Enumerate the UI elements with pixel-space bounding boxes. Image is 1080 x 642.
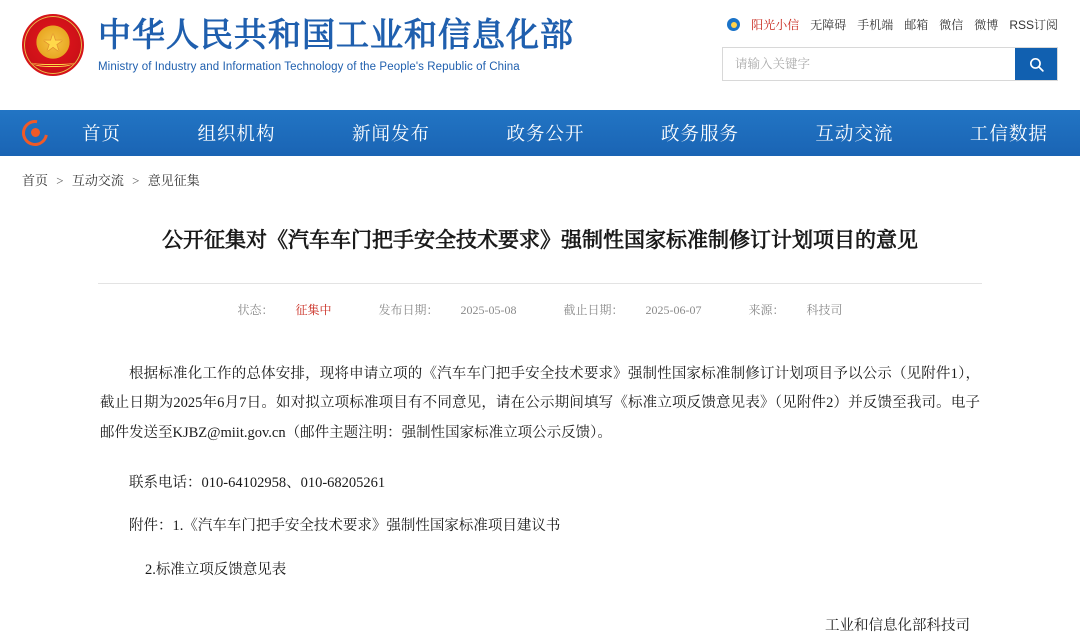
meta-deadline xyxy=(553,303,713,317)
search-icon xyxy=(1028,56,1045,73)
brand-text xyxy=(98,17,574,74)
nav-item-list xyxy=(66,120,1058,146)
nav-item-home[interactable]: 首页 xyxy=(82,125,122,145)
meta-deadline-value: 2025-06-07 xyxy=(645,302,702,317)
top-link-rss[interactable]: RSS订阅 xyxy=(1009,18,1058,32)
top-link-accessibility[interactable]: 无障碍 xyxy=(810,18,847,32)
attachment-line-1 xyxy=(100,512,980,542)
top-link-mobile[interactable]: 手机端 xyxy=(857,18,894,32)
top-link-yangguangxiaoxin[interactable]: 阳光小信 xyxy=(751,18,800,32)
site-brand[interactable] xyxy=(22,14,574,76)
top-link-weibo[interactable]: 微博 xyxy=(974,18,999,32)
brand-title-en: Ministry of Industry and Information Technology of the People's Republic of China xyxy=(98,61,520,74)
header-right xyxy=(722,16,1058,81)
meta-source xyxy=(738,303,854,317)
article-meta xyxy=(98,284,982,318)
national-emblem-icon xyxy=(22,14,84,76)
search-input[interactable] xyxy=(723,48,1015,80)
search-box[interactable] xyxy=(722,47,1058,81)
site-header xyxy=(0,0,1080,110)
breadcrumb-item-interaction[interactable]: 互动交流 xyxy=(71,173,124,188)
meta-publish-date xyxy=(367,303,527,317)
meta-publish-label: 发布日期： xyxy=(378,302,439,317)
breadcrumb-separator: > xyxy=(132,173,140,188)
meta-deadline-label: 截止日期： xyxy=(563,302,624,317)
meta-publish-value: 2025-05-08 xyxy=(460,302,517,317)
breadcrumb-item-opinion-collection[interactable]: 意见征集 xyxy=(147,173,200,188)
sunshine-icon xyxy=(727,18,740,31)
meta-status-label: 状态： xyxy=(237,302,274,317)
meta-source-label: 来源： xyxy=(748,302,785,317)
breadcrumb xyxy=(0,156,1080,199)
nav-item-government-disclosure[interactable]: 政务公开 xyxy=(506,125,585,145)
status-badge: 征集中 xyxy=(295,302,332,317)
body-paragraph-1: 根据标准化工作的总体安排，现将申请立项的《汽车车门把手安全技术要求》强制性国家标准制修订计划项目予以公示（见附件1），截止日期为2025年6月7日。如对拟立项标准项目有不同意见，请在公示期间填写《标准立项反馈意见表》（见附件2）并反馈至我司。电子邮件发送至KJBZ@miit.gov.cn（邮件主题注明：强制性国家标准立项公示反馈）。 xyxy=(100,365,980,441)
article-body xyxy=(98,318,982,642)
attachment-item-1[interactable]: 1.《汽车车门把手安全技术要求》强制性国家标准项目建议书 xyxy=(172,518,561,535)
top-link-wechat[interactable]: 微信 xyxy=(939,18,964,32)
meta-source-value: 科技司 xyxy=(806,302,843,317)
attachment-line-2 xyxy=(100,556,980,586)
brand-title-cn: 中华人民共和国工业和信息化部 xyxy=(98,17,574,54)
attachments-label: 附件： xyxy=(129,518,173,535)
article-signature: 工业和信息化部科技司 xyxy=(825,617,970,634)
article xyxy=(98,199,982,642)
search-button[interactable] xyxy=(1015,48,1057,80)
top-link-mail[interactable]: 邮箱 xyxy=(904,18,929,32)
nav-item-organization[interactable]: 组织机构 xyxy=(197,125,276,145)
miit-logo-icon xyxy=(22,120,48,146)
meta-status xyxy=(226,303,342,317)
breadcrumb-separator: > xyxy=(56,173,64,188)
nav-item-government-services[interactable]: 政务服务 xyxy=(660,125,739,145)
nav-item-interaction[interactable]: 互动交流 xyxy=(815,125,894,145)
attachment-item-2[interactable]: 2.标准立项反馈意见表 xyxy=(144,562,287,579)
main-nav xyxy=(0,110,1080,156)
top-link-bar xyxy=(727,16,1058,33)
nav-item-industry-data[interactable]: 工信数据 xyxy=(969,125,1048,145)
body-paragraph-contact: 联系电话：010-64102958、010-68205261 xyxy=(129,474,386,491)
breadcrumb-item-home[interactable]: 首页 xyxy=(22,173,49,188)
page-title: 公开征集对《汽车车门把手安全技术要求》强制性国家标准制修订计划项目的意见 xyxy=(162,228,918,252)
nav-item-news[interactable]: 新闻发布 xyxy=(351,125,430,145)
